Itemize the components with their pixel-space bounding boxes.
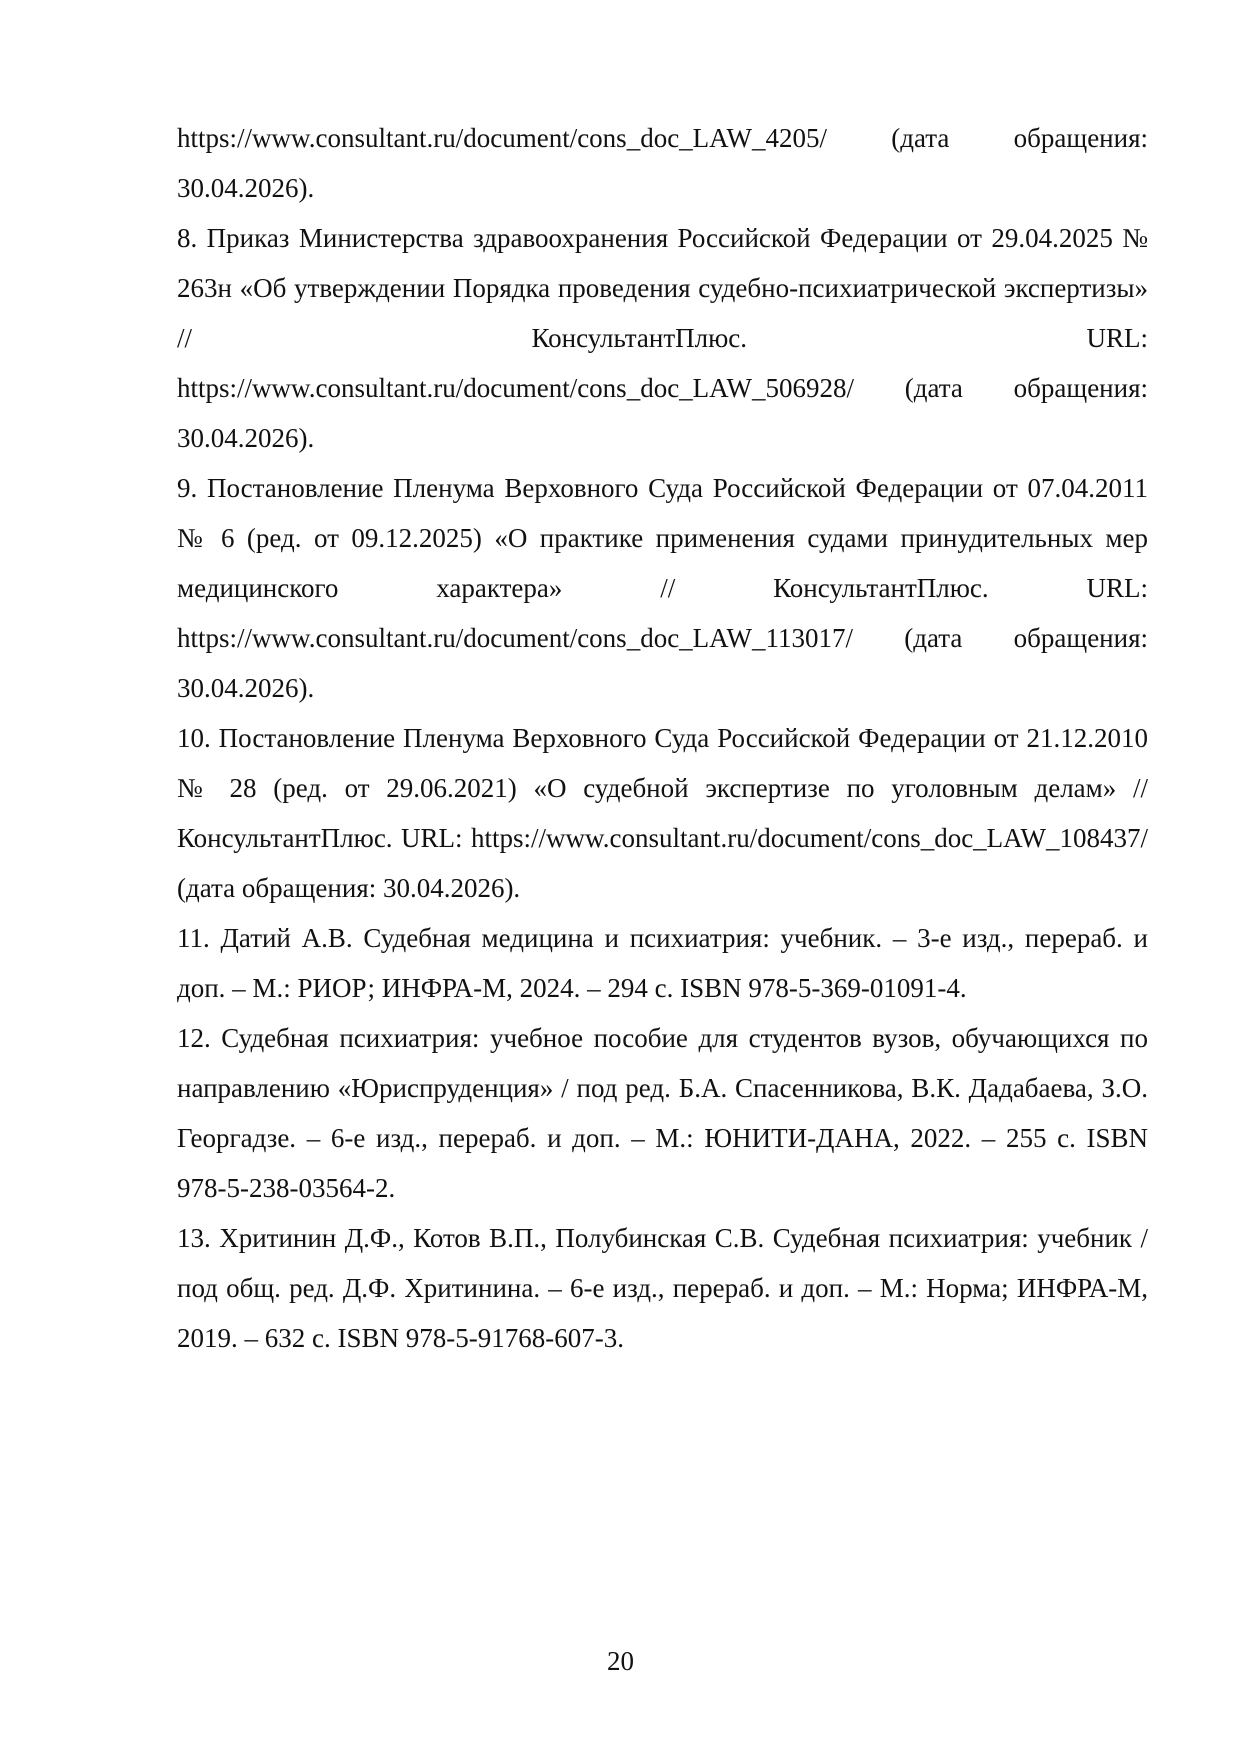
bibliography-entry-13: 13. Хритинин Д.Ф., Котов В.П., Полубинская С.В. Судебная психиатрия: учебник / под общ. ред. Д.Ф. Хритинина. – 6-е изд., перераб. и доп. – М.: Норма; ИНФРА-М, 2019. – 632 с. ISBN 978-5-91768-607-3. bbox=[177, 1223, 1148, 1353]
bibliography-entry-10: 10. Постановление Пленума Верховного Суда Российской Федерации от 21.12.2010 № 28 (ред. от 29.06.2021) «О судебной экспертизе по уголовным делам» // КонсультантПлюс. URL: https://www.consultant.ru/document/cons_doc_LAW_108437/ (дата обращения: 30.04.2026). bbox=[177, 723, 1148, 903]
bibliography-entry-9: 9. Постановление Пленума Верховного Суда Российской Федерации от 07.04.2011 № 6 (ред. от 09.12.2025) «О практике применения судами принудительных мер медицинского характера» // КонсультантПлюс. URL: https://www.consultant.ru/document/cons_doc_LAW_113017/ (дата обращения: 30.04.2026). bbox=[177, 473, 1148, 703]
page-number: 20 bbox=[607, 1646, 634, 1676]
bibliography-entry-continuation: https://www.consultant.ru/document/cons_doc_LAW_4205/ (дата обращения: 30.04.2026). bbox=[177, 123, 1148, 203]
bibliography-entry-12: 12. Судебная психиатрия: учебное пособие для студентов вузов, обучающихся по направлению «Юриспруденция» / под ред. Б.А. Спасенникова, В.К. Дадабаева, З.О. Георгадзе. – 6-е изд., перераб. и доп. – М.: ЮНИТИ-ДАНА, 2022. – 255 с. ISBN 978-5-238-03564-2. bbox=[177, 1023, 1148, 1203]
bibliography-list bbox=[177, 113, 1148, 1363]
bibliography-entry-11: 11. Датий А.В. Судебная медицина и психиатрия: учебник. – 3-е изд., перераб. и доп. – М.: РИОР; ИНФРА-М, 2024. – 294 с. ISBN 978-5-369-01091-4. bbox=[177, 923, 1148, 1003]
bibliography-entry-8: 8. Приказ Министерства здравоохранения Российской Федерации от 29.04.2025 № 263н «Об утверждении Порядка проведения судебно-психиатрической экспертизы» // КонсультантПлюс. URL: https://www.consultant.ru/document/cons_doc_LAW_506928/ (дата обращения: 30.04.2026). bbox=[177, 223, 1148, 453]
